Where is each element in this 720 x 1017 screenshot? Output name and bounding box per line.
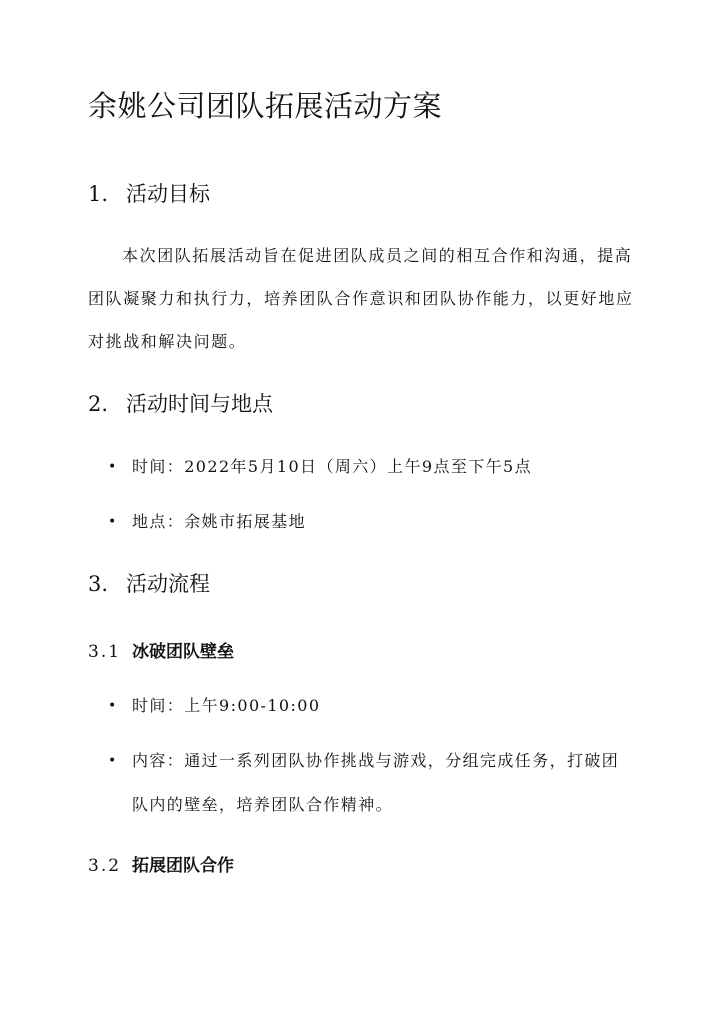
list-item-time	[108, 445, 628, 489]
subsection-title: 拓展团队合作	[132, 856, 234, 876]
section-heading-process	[88, 568, 210, 598]
section-number: 2.	[88, 392, 109, 416]
goals-paragraph: 本次团队拓展活动旨在促进团队成员之间的相互合作和沟通，提高团队凝聚力和执行力，培养团队合作意识和团队协作能力，以更好地应对挑战和解决问题。	[88, 246, 634, 351]
subsection-heading-icebreak	[88, 637, 234, 662]
list-item-text: 地点：余姚市拓展基地	[132, 512, 307, 531]
bullet-icon: •	[108, 459, 118, 475]
list-item-place	[108, 500, 628, 544]
list-item-text: 内容：通过一系列团队协作挑战与游戏，分组完成任务，打破团队内的壁垒，培养团队合作精神。	[132, 751, 620, 814]
subsection-number: 3.1	[88, 642, 122, 662]
bullet-icon: •	[108, 753, 118, 769]
subsection-title: 冰破团队壁垒	[132, 642, 234, 662]
section-title: 活动时间与地点	[126, 392, 273, 416]
section-number: 3.	[88, 572, 109, 596]
section-heading-goals	[88, 178, 210, 208]
subsection-number: 3.2	[88, 856, 122, 876]
subsection-heading-cooperation	[88, 851, 234, 876]
list-item-text: 时间：2022年5月10日（周六）上午9点至下午5点	[132, 457, 533, 476]
list-item-icebreak-time	[108, 684, 628, 728]
bullet-icon: •	[108, 698, 118, 714]
document-title: 余姚公司团队拓展活动方案	[88, 89, 443, 123]
section-title: 活动目标	[126, 182, 210, 206]
section-title: 活动流程	[126, 572, 210, 596]
section-heading-time-place	[88, 388, 273, 418]
section-number: 1.	[88, 182, 109, 206]
list-item-icebreak-content	[108, 739, 628, 827]
bullet-icon: •	[108, 514, 118, 530]
list-item-text: 时间：上午9:00-10:00	[132, 696, 321, 715]
